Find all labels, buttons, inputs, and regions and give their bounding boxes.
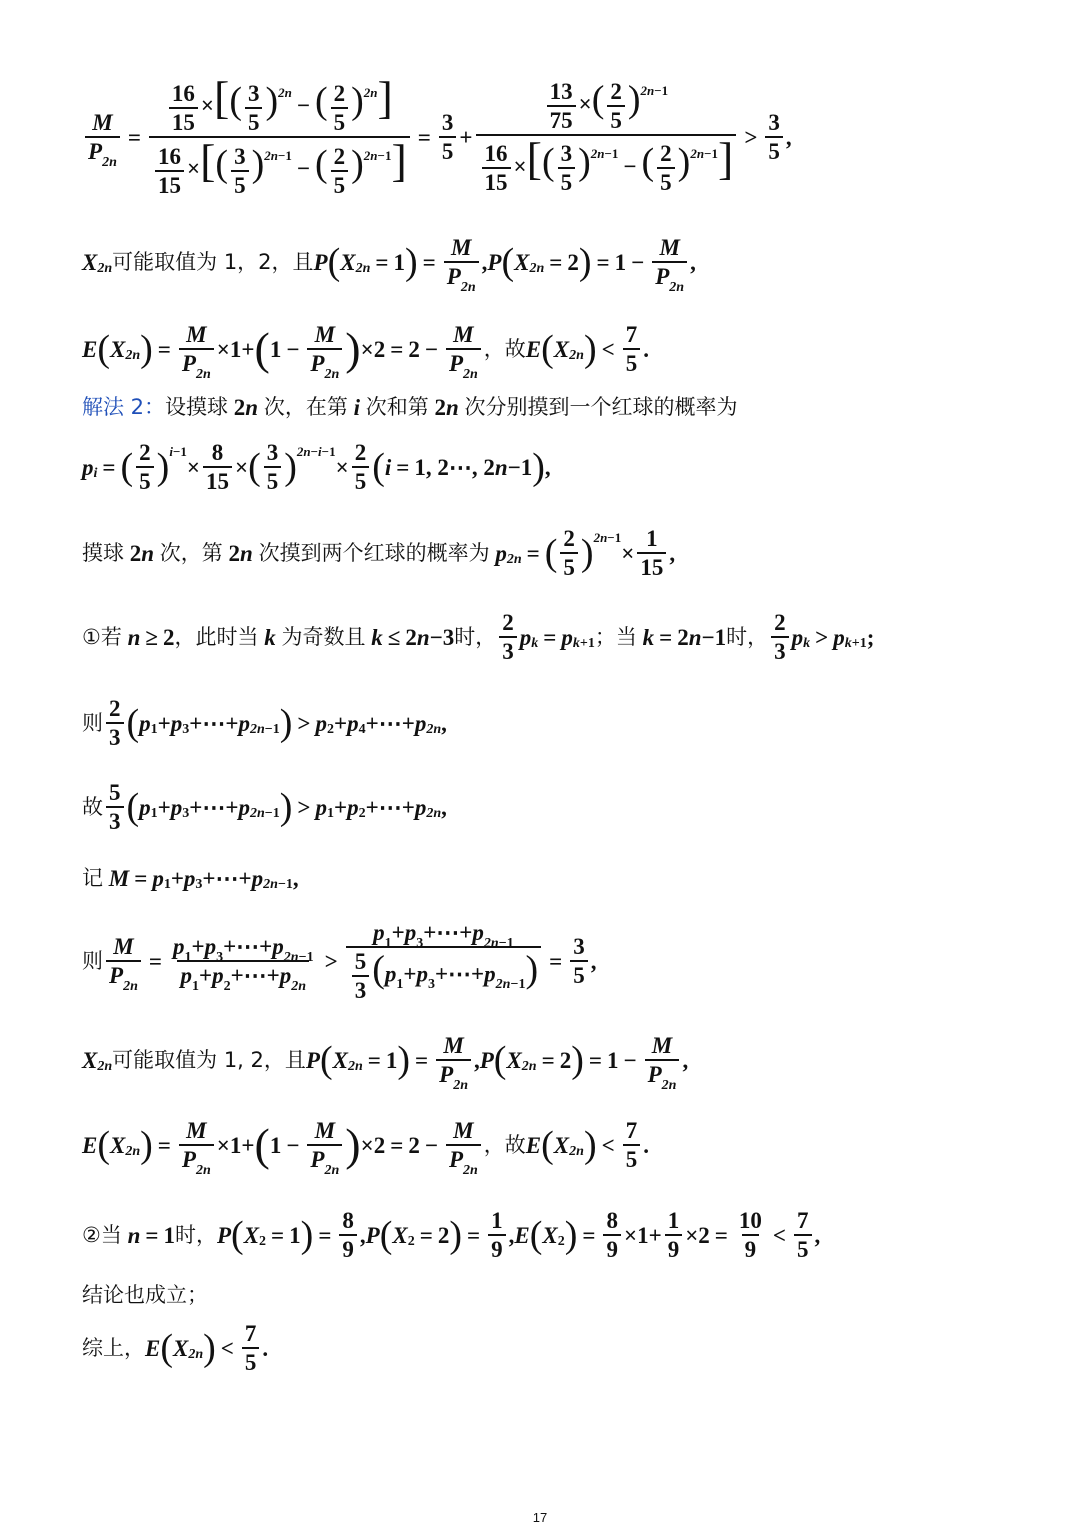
method2-text-d: 次分别摸到一个红球的概率为	[464, 394, 738, 419]
inequality-odd-even: 则 $\frac{2}{3}$ ( p 1 + p 3 +⋯+ p 2n−1 ) > p 2 + p 4 +⋯+ p 2n ,	[82, 696, 447, 750]
case1-text-c: 为奇数且	[281, 624, 366, 649]
expectation-line-1: E ( X 2n ) = $\frac{M}{P_{2n}}$ ×1+ ( 1 − $\frac{M}{P_{2n}}$ ) ×2 = 2 − $\frac{M}{P_{2n}}$ ，故 E ( X 2n ) < $\frac{7}{5}$ .	[82, 322, 649, 382]
mo-qiu-text: 摸球	[82, 540, 124, 565]
case2-text-b: 时，	[174, 1222, 217, 1247]
inequality-total: 故 $\frac{5}{3}$ ( p 1 + p 3 +⋯+ p 2n−1 ) > p 1 + p 2 +⋯+ p 2n ,	[82, 780, 447, 834]
conclusion-text: 结论也成立；	[82, 1282, 208, 1307]
possible-values-text-2: 可能取值为 1, 2，且	[112, 1047, 306, 1072]
case1-text-a: ①若	[82, 624, 122, 649]
possible-values-line-2: X 2n 可能取值为 1, 2，且 P ( X 2n = 1 ) = $\frac{M}{P_{2n}}$ , P ( X 2n = 2 ) = 1 − $\frac{M}{P_{2n}}$ ,	[82, 1033, 689, 1093]
case2-line: ②当 n = 1 时， P ( X 2 = 1 ) = $\frac{8}{9}$ , P ( X 2 = 2 ) = $\frac{1}{9}$ , E ( X 2 ) = $\frac{8}{9}$ ×1+ $\frac{1}{9}$ ×2 = $\frac{10}{9}$ < $\frac{7}{5}$ ,	[82, 1208, 821, 1262]
method2-text-b: 次，在第	[263, 394, 348, 419]
case1-text-f: 时，	[726, 624, 769, 649]
ratio-method2: 则 $\frac{M}{P_{2n}}$ = $\frac{p_1+p_3+\cdots+p_{2n-1}}{p_1+p_2+\cdots+p_{2n}}$ > $p_1+p_3+\cdots+p_{2n-1}$ $\frac{5}{3}$ $(p_1+p_3+\cdots+p_{2n-1})$ = $\frac{3}{5}$ ,	[82, 919, 597, 1003]
method2-text-a: 设摸球	[165, 394, 229, 419]
ji-text: 记	[82, 865, 103, 890]
define-m: 记 M = p 1 + p 3 +⋯+ p 2n−1 ,	[82, 865, 299, 892]
method2-text-c: 次和第	[365, 394, 429, 419]
expectation-line-2: E ( X 2n ) = $\frac{M}{P_{2n}}$ ×1+ ( 1 − $\frac{M}{P_{2n}}$ ) ×2 = 2 − $\frac{M}{P_{2n}}$ ，故 E ( X 2n ) < $\frac{7}{5}$ .	[82, 1118, 649, 1178]
conclusion-line	[82, 1280, 1040, 1310]
gu-text: 故	[82, 794, 103, 819]
possible-values-text: 可能取值为 1，2，且	[112, 249, 314, 274]
therefore-text-2: ，故	[483, 1132, 526, 1157]
pi-formula: p i = ( $\frac{2}{5}$ ) i−1 × $\frac{8}{15}$ × ( $\frac{3}{5}$ ) 2n−i−1 × $\frac{2}{5}$ ( i = 1, 2⋯, 2 n −1 ) ,	[82, 440, 551, 494]
equation-ratio-method1: $\frac{M}{P_{2n}}$ = $\frac{16}{15}$ ×[( $\frac{3}{5}$ )$^{2n}$− ( $\frac{2}{5}$ )$^{2n}$] $\frac{16}{15}$ ×[( $\frac{3}{5}$ )$^{2n-1}$− ( $\frac{2}{5}$ )$^{2n-1}$] = $\frac{3}{5}$ + $\frac{13}{75}$ ×( $\frac{2}{5}$ )$^{2n-1}$ $\frac{16}{15}$ ×[( $\frac{3}{5}$ )$^{2n-1}$− ( $\frac{2}{5}$ )$^{2n-1}$] > $\frac{3}{5}$ ,	[82, 62, 1040, 212]
method2-heading: 解法 2： 设摸球 2n 次，在第 i 次和第 2n 次分别摸到一个红球的概率为	[82, 394, 738, 420]
case1-text-e: ；当	[594, 624, 637, 649]
second-text-a: 次，第	[159, 540, 223, 565]
case1-line: ①若 n ≥ 2 ，此时当 k 为奇数且 k ≤ 2 n −3 时， $\frac{2}{3}$ p k = p k+1 ；当 k = 2 n −1 时， $\frac{2}{3}$ p k > p k+1 ;	[82, 610, 875, 664]
method2-label: 解法 2：	[82, 394, 166, 419]
ze-text-2: 则	[82, 948, 103, 973]
page-number: 17	[532, 1510, 548, 1525]
case1-text-d: 时，	[454, 624, 497, 649]
p2n-formula: 摸球 2n 次，第 2n 次摸到两个红球的概率为 p 2n = ( $\frac{2}{5}$ ) 2n−1 × $\frac{1}{15}$ ,	[82, 526, 676, 580]
therefore-text: ，故	[483, 336, 526, 361]
summary-text: 综上，	[82, 1335, 145, 1360]
second-text-b: 次摸到两个红球的概率为	[258, 540, 490, 565]
ze-text: 则	[82, 710, 103, 735]
case2-text-a: ②当	[82, 1222, 122, 1247]
case1-text-b: ，此时当	[174, 624, 259, 649]
summary-line: 综上， E ( X 2n ) < $\frac{7}{5}$ .	[82, 1321, 269, 1375]
possible-values-line-1: X 2n 可能取值为 1，2，且 P ( X 2n = 1 ) = $\frac{M}{P_{2n}}$ , P ( X 2n = 2 ) = 1 − $\frac{M}{P_{2n}}$ ,	[82, 235, 696, 295]
